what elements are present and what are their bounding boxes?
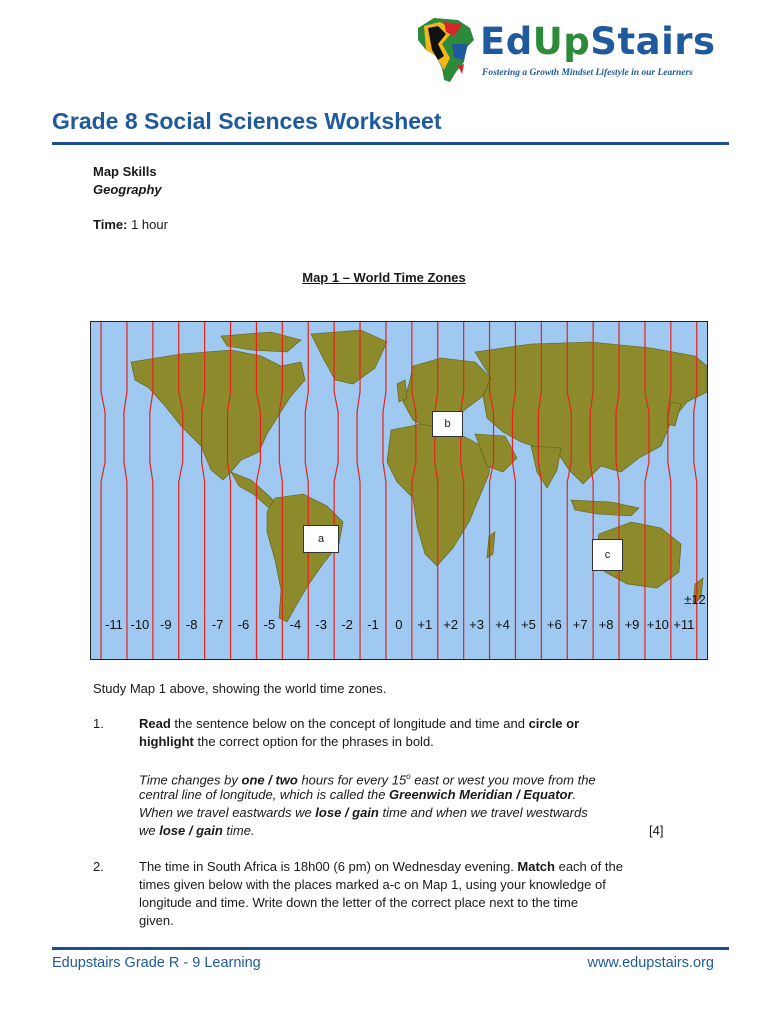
zone-label: +10 — [646, 617, 669, 632]
zone-label: -1 — [367, 617, 379, 632]
footer-divider — [52, 947, 729, 950]
zone-label-extra: ±12 — [684, 592, 706, 607]
zone-label: 0 — [395, 617, 403, 632]
zone-label: +6 — [546, 617, 562, 632]
zone-label: +4 — [495, 617, 510, 632]
logo-wordmark: EdUpStairs — [480, 20, 716, 63]
zone-label: +11 — [673, 617, 695, 632]
zone-label: +8 — [598, 617, 614, 632]
q1-sentence-2: central line of longitude, which is called the Greenwich Meridian / Equator. — [139, 787, 577, 802]
footer-left-text: Edupstairs Grade R - 9 Learning — [52, 955, 261, 971]
zone-label: +2 — [443, 617, 459, 632]
logo-tagline: Fostering a Growth Mindset Lifestyle in our Learners — [482, 68, 693, 78]
world-time-zone-map — [90, 321, 708, 660]
subject-label: Map Skills — [93, 164, 157, 179]
q1-number: 1. — [93, 716, 104, 731]
q1-sentence-4: we lose / gain time. — [139, 823, 255, 838]
q1-sentence-3: When we travel eastwards we lose / gain time and when we travel westwards — [139, 805, 588, 820]
title-divider — [52, 142, 729, 145]
topic-label: Geography — [93, 182, 162, 197]
zone-label: +3 — [469, 617, 485, 632]
zone-label: -7 — [211, 617, 224, 632]
time-line: Time: 1 hour — [93, 217, 168, 232]
q1-marks: [4] — [649, 823, 664, 838]
q2-line-3: longitude and time. Write down the letter of the correct place next to the time — [139, 895, 579, 910]
zone-label: -6 — [237, 617, 250, 632]
q2-number: 2. — [93, 859, 104, 874]
zone-label: -10 — [130, 617, 150, 632]
map-marker-b: b — [432, 411, 463, 437]
zone-label: -11 — [105, 617, 123, 632]
zone-label: -5 — [263, 617, 276, 632]
map-title: Map 1 – World Time Zones — [302, 270, 466, 285]
map-marker-c: c — [592, 539, 623, 571]
q2-line-1: The time in South Africa is 18h00 (6 pm) on Wednesday evening. Match each of the — [139, 859, 623, 874]
zone-label: +1 — [417, 617, 433, 632]
page-title: Grade 8 Social Sciences Worksheet — [52, 108, 442, 134]
zone-label: -4 — [289, 617, 302, 632]
intro-text: Study Map 1 above, showing the world time zones. — [93, 681, 387, 696]
zone-label: -2 — [341, 617, 353, 632]
zone-label: -8 — [185, 617, 198, 632]
africa-flag-icon — [414, 14, 478, 86]
zone-label: +7 — [572, 617, 588, 632]
map-marker-a: a — [303, 525, 339, 553]
footer-website-link[interactable]: www.edupstairs.org — [587, 955, 714, 971]
zone-label: +9 — [624, 617, 640, 632]
zone-label: -3 — [315, 617, 327, 632]
q2-line-2: times given below with the places marked a-c on Map 1, using your knowledge of — [139, 877, 606, 892]
q1-line-1: Read the sentence below on the concept of longitude and time and circle or — [139, 716, 580, 731]
zone-label: -9 — [160, 617, 172, 632]
q1-sentence-1: Time changes by one / two hours for every 15$^o$ east or west you move from the — [139, 772, 596, 788]
edupstairs-logo — [414, 14, 734, 86]
q2-line-4: given. — [139, 913, 174, 928]
q1-line-2: highlight the correct option for the phrases in bold. — [139, 734, 434, 749]
zone-label: +5 — [520, 617, 536, 632]
land-uk — [397, 380, 407, 402]
